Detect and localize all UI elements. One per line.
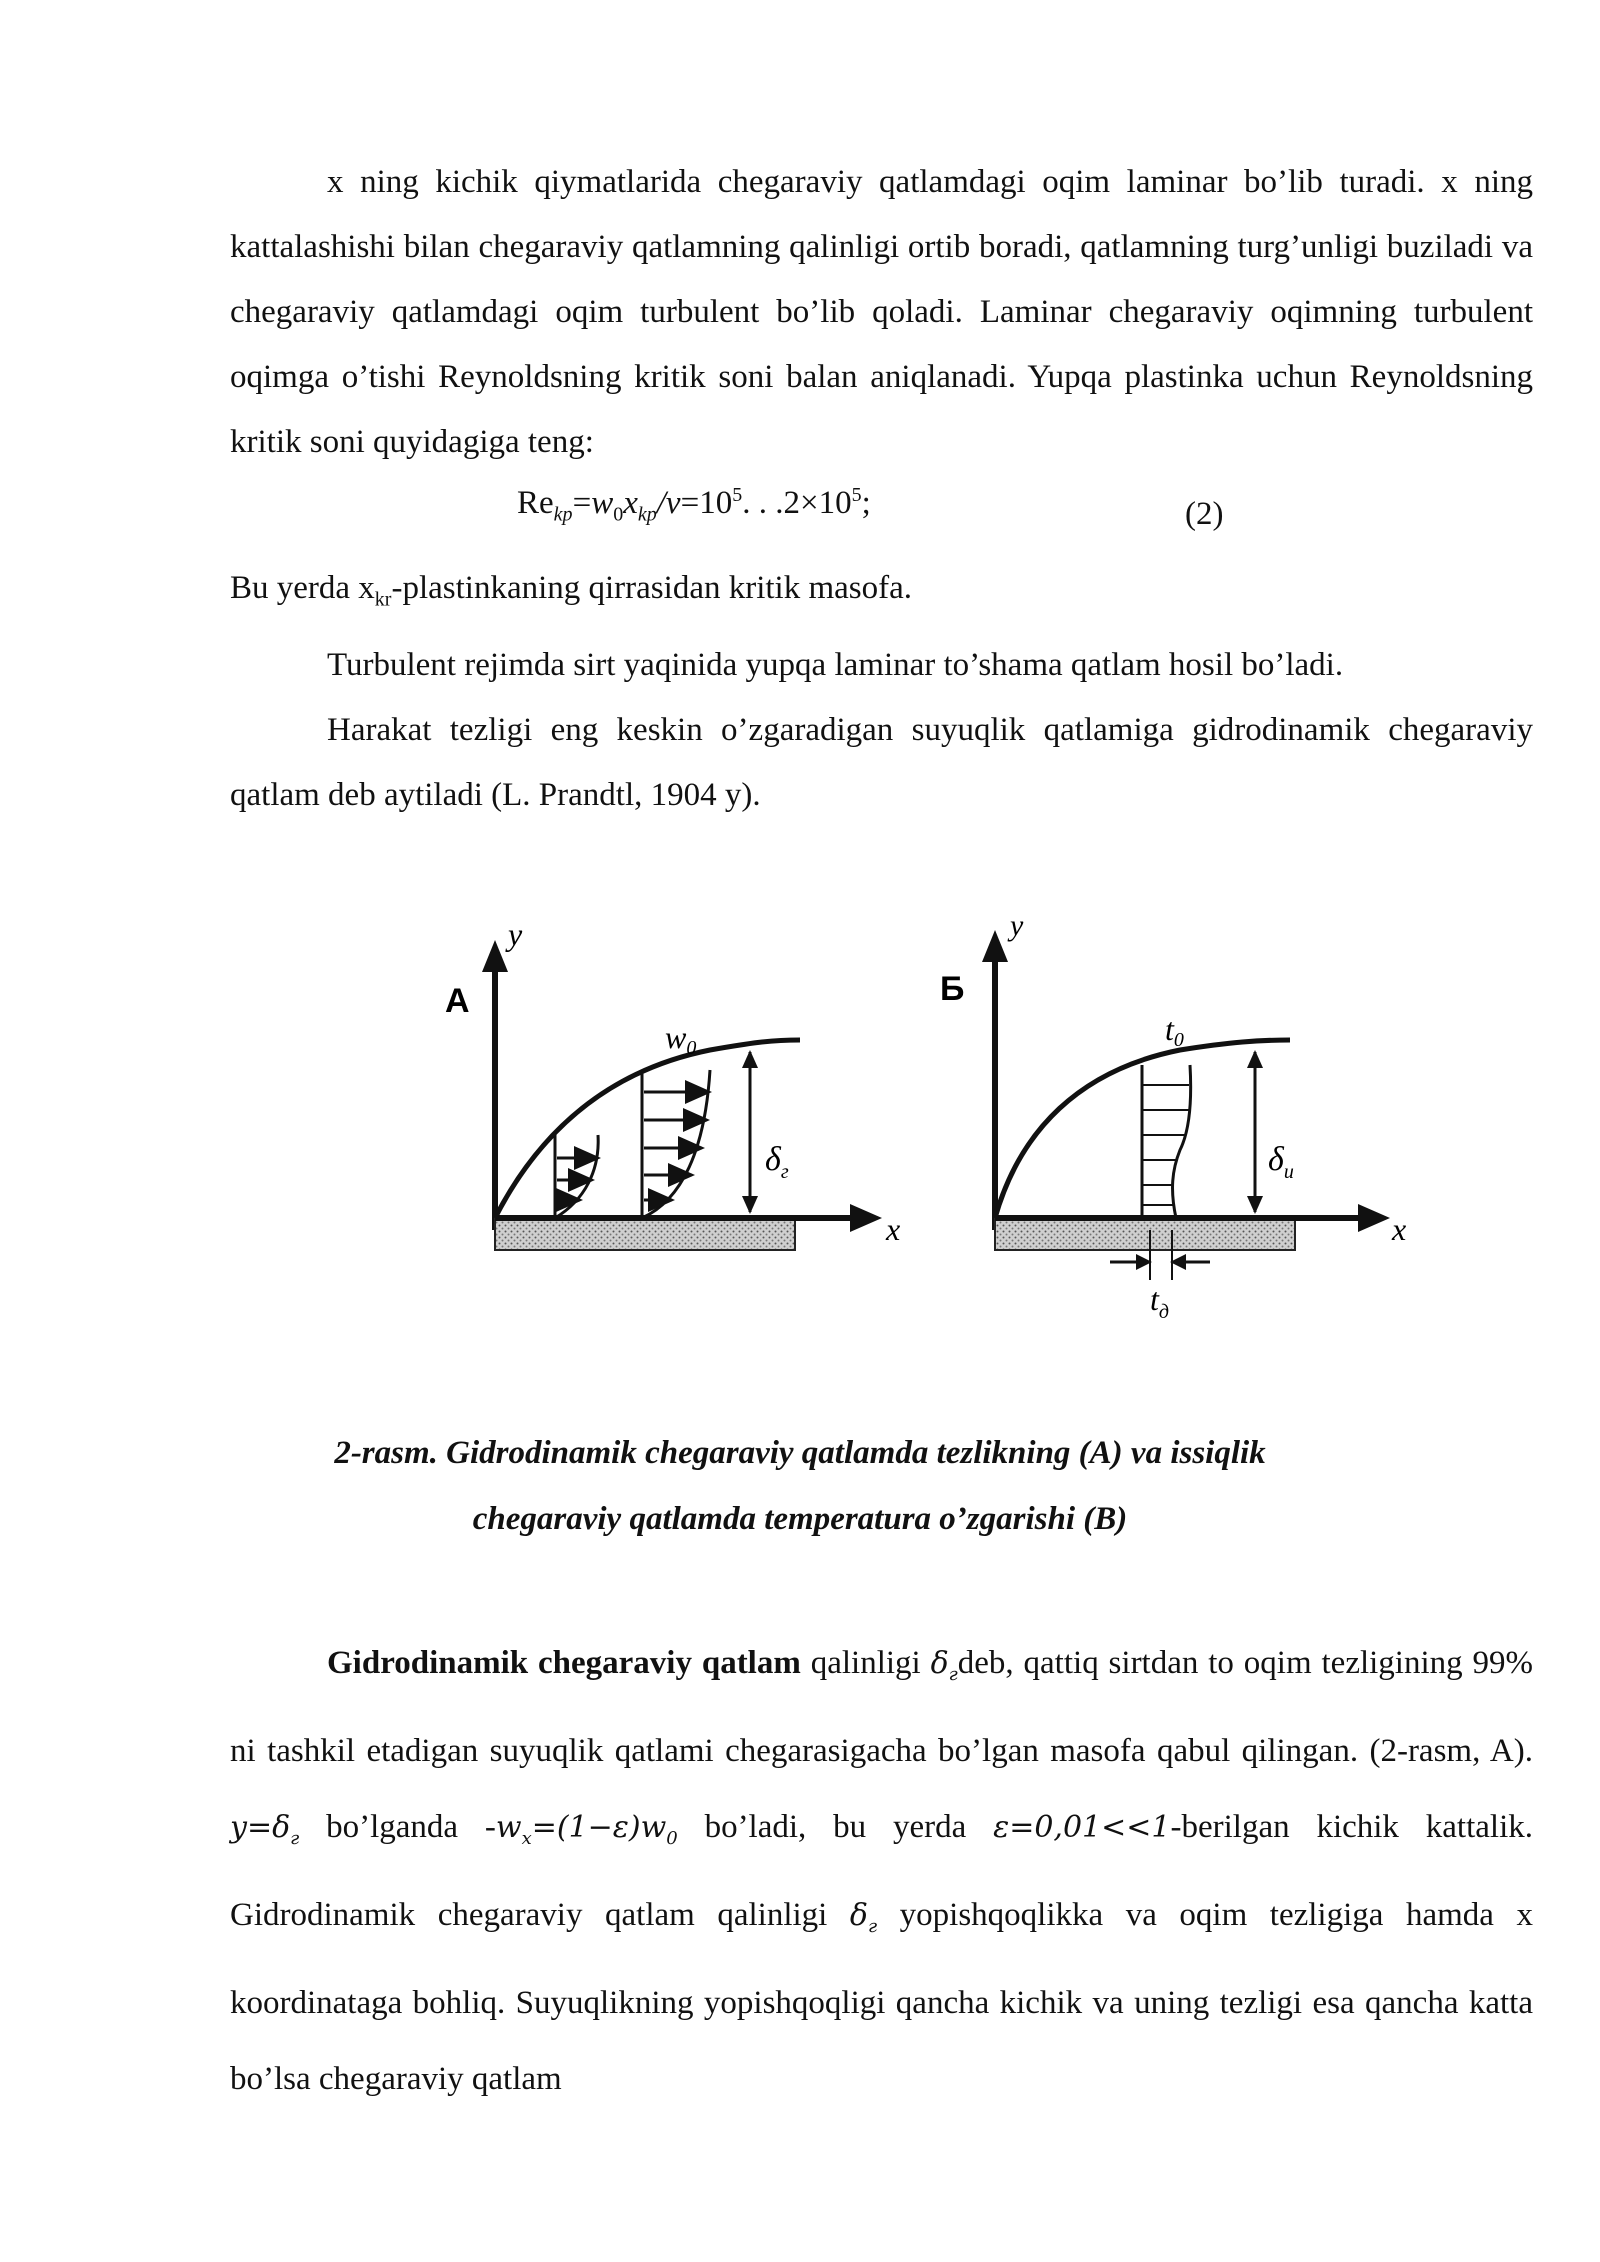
- panel-a-x-label: x: [886, 1211, 901, 1247]
- panel-a-y-label: y: [508, 916, 523, 952]
- text-block-middle: [230, 556, 1533, 828]
- paragraph-prandtl-definition: Harakat tezligi eng keskin o’zgaradigan suyuqlik qatlamiga gidrodinamik chegaraviy qatlam deb aytiladi (L. Prandtl, 1904 y).: [230, 711, 1533, 813]
- delta-g-symbol-1: $\delta_г$: [930, 1646, 958, 1685]
- paragraph-xkr-definition: Bu yerda $x_{kr}$-plastinkaning qirrasidan kritik masofa.: [230, 570, 913, 611]
- formula-expression: $Re_{kp}=w_0x_{kp}/v=10^5$. . $.2\times 10^5$;: [517, 484, 871, 526]
- reynolds-critical-formula: [230, 478, 1533, 538]
- panel-b-thickness-label: $\delta_u$: [1268, 1141, 1294, 1183]
- paragraph-turbulent-regime: Turbulent rejimda sirt yaqinida yupqa laminar to’shama qatlam hosil bo’ladi.: [327, 646, 1344, 683]
- panel-b-plate: [995, 1218, 1295, 1250]
- boundary-layer-figure: [420, 900, 1420, 1340]
- panel-a-thickness-label: $\delta_г$: [765, 1141, 789, 1183]
- paragraph-boundary-layer-thickness: Gidrodinamik chegaraviy qatlam qalinligi $\delta_гdeb$, qattiq sirtdan to oqim tezligining 99% ni tashkil etadigan suyuqlik qatlami chegarasigacha bo’lgan masofa qabul qilingan. (2-rasm, A). $y=\delta_г$ bo’lganda $-w_x=(1-\varepsilon)w_0$ bo’ladi, bu yerda ε=0,01<<1-berilgan kichik kattalik. Gidrodinamik chegaraviy qatlam qalinligi $\delta_г$ yopishqoqlikka va oqim tezligiga hamda x koordinataga bohliq. Suyuqlikning yopishqoqligi qancha kichik va uning tezligi esa qancha katta bo’lsa chegaraviy qatlam: [230, 1645, 1534, 2097]
- panel-a-velocity: [445, 916, 900, 1250]
- panel-b-label: Б: [940, 970, 965, 1008]
- panel-b-temperature: [940, 909, 1406, 1323]
- panel-a-velocity-label: w0: [665, 1019, 697, 1059]
- caption-line-2: chegaraviy qatlamda temperatura o’zgarishi (B): [472, 1501, 1128, 1537]
- delta-g-symbol-2: $\delta_г$: [849, 1898, 878, 1937]
- wx-formula: $w_x=(1-\varepsilon)w_0$: [495, 1810, 678, 1849]
- figure-caption: [0, 1420, 1600, 1552]
- panel-a-plate: [495, 1218, 795, 1250]
- panel-a-label: A: [445, 982, 470, 1020]
- formula-number: (2): [1185, 496, 1224, 532]
- text-block-top: [230, 150, 1533, 475]
- text-block-bottom: [230, 1625, 1533, 2117]
- panel-b-wall-label: $t_д$: [1150, 1281, 1170, 1323]
- paragraph-laminar-transition: x ning kichik qiymatlarida chegaraviy qatlamdagi oqim laminar bo’lib turadi. x ning kattalashishi bilan chegaraviy qatlamning qalinligi ortib boradi, qatlamning turg’unligi buziladi va chegaraviy qatlamdagi oqim turbulent bo’lib qoladi. Laminar chegaraviy oqimning turbulent oqimga o’tishi Reynoldsning kritik soni balan aniqlanadi. Yupqa plastinka uchun Reynoldsning kritik soni quyidagiga teng:: [230, 164, 1533, 460]
- panel-b-y-label: y: [1010, 909, 1024, 942]
- epsilon-formula: ε=0,01<<1: [993, 1810, 1171, 1845]
- panel-b-x-label: x: [1392, 1211, 1407, 1247]
- panel-b-temp-label: t0: [1165, 1011, 1184, 1051]
- y-equals-delta-formula: $y=\delta_г$: [230, 1810, 300, 1849]
- caption-line-1: 2-rasm. Gidrodinamik chegaraviy qatlamda tezlikning (A) va issiqlik: [334, 1435, 1266, 1471]
